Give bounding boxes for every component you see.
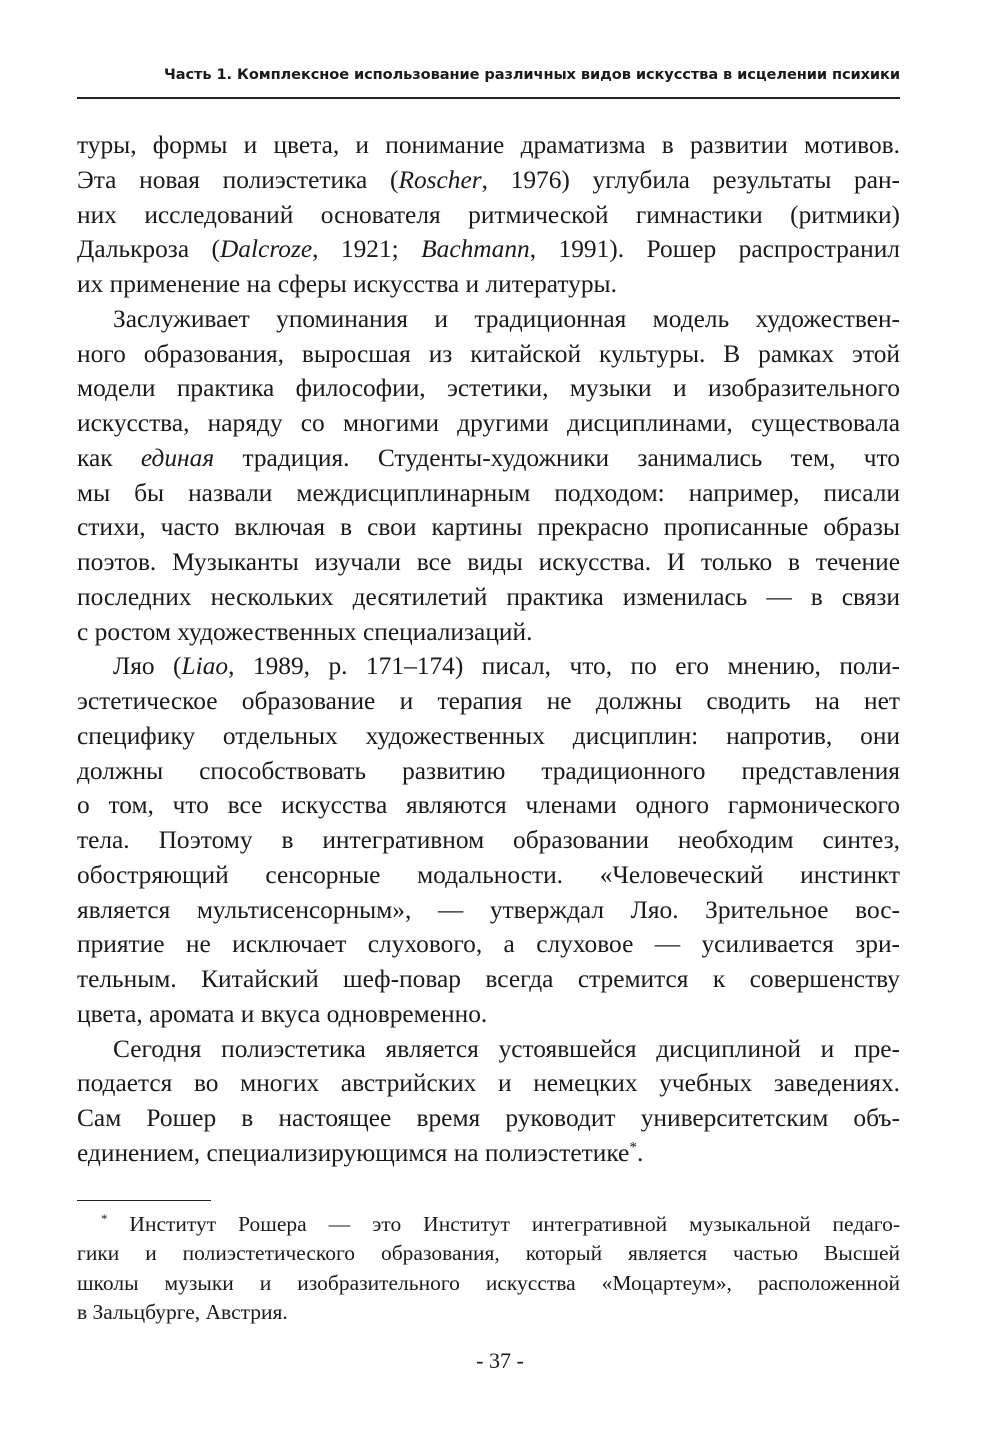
text-line: единением, специализирующимся на полиэстетике*. [77,1138,644,1167]
text-line: Далькроза (Dalcroze, 1921; Bachmann, 1991). Рошер распространил [77,235,900,264]
text-line: Сегодня полиэстетика является устоявшейся дисциплиной и пре- [113,1034,900,1063]
text-line: последних нескольких десятилетий практика изменилась — в связи [77,582,900,611]
text-line: туры, формы и цвета, и понимание драматизма в развитии мотивов. [77,131,900,159]
italic-citation: Dalcroze [219,235,313,264]
italic-citation: единая [140,443,215,472]
text-line: как единая традиция. Студенты-художники занимались тем, что [77,443,900,472]
text-line: ного образования, выросшая из китайской культуры. В рамках этой [77,339,900,368]
text-line: приятие не исключает слухового, а слуховое — усиливается зри- [77,930,900,959]
text-line: Заслуживает упоминания и традиционная модель художествен- [113,304,900,333]
text-line: с ростом художественных специализаций. [77,617,533,646]
italic-citation: Bachmann [421,235,530,264]
main-text [77,128,900,1171]
text-line: мы бы назвали междисциплинарным подходом: например, писали [77,478,900,507]
footnote-line: в Зальцбурге, Австрия. [77,1299,288,1324]
text-line: должны способствовать развитию традиционного представления [77,756,900,785]
text-line: обостряющий сенсорные модальности. «Человеческий инстинкт [77,860,900,889]
text-line: искусства, наряду со многими другими дисциплинами, существовала [77,409,900,437]
text-line: Эта новая полиэстетика (Roscher, 1976) углубила результаты ран- [77,165,901,194]
text-line: стихи, часто включая в свои картины прекрасно прописанные образы [77,513,900,542]
footnote-line: гики и полиэстетического образования, который является частью Высшей [77,1241,900,1266]
text-line: эстетическое образование и терапия не должны сводить на нет [77,687,900,715]
page-number: - 37 - [476,1348,524,1373]
header-rule [77,97,900,99]
running-header: Часть 1. Комплексное использование различных видов искусства в исцелении психики [164,66,900,83]
text-line: Сам Рошер в настоящее время руководит университетским объ- [77,1104,900,1132]
italic-citation: Liao [181,652,229,681]
text-line: них исследований основателя ритмической гимнастики (ритмики) [77,200,900,229]
text-line: тела. Поэтому в интегративном образовании необходим синтез, [77,826,900,854]
text-line: поэтов. Музыканты изучали все виды искусства. И только в течение [77,548,900,576]
italic-citation: Roscher [398,165,482,194]
footnote-marker: * [629,1138,637,1156]
text-line: о том, что все искусства являются членами одного гармонического [77,791,900,820]
text-line: цвета, аромата и вкуса одновременно. [77,999,488,1028]
text-line: модели практика философии, эстетики, музыки и изобразительного [77,374,900,403]
paragraph [77,649,900,1031]
footnote-marker: * [101,1211,108,1226]
text-line: Ляо (Liao, 1989, р. 171–174) писал, что, по его мнению, поли- [113,652,900,681]
footnote-line: * Институт Рошера — это Институт интегративной музыкальной педаго- [101,1211,900,1236]
footnote-rule [77,1200,211,1201]
paragraph [77,302,900,650]
text-line: их применение на сферы искусства и литературы. [77,270,617,298]
text-line: тельным. Китайский шеф-повар всегда стремится к совершенству [77,965,900,993]
text-line: подается во многих австрийских и немецких учебных заведениях. [77,1069,900,1098]
paragraph [77,1032,900,1171]
text-line: является мультисенсорным», — утверждал Ляо. Зрительное вос- [77,895,900,924]
footnote [77,1210,900,1327]
paragraph [77,128,900,302]
footnote-line: школы музыки и изобразительного искусства «Моцартеум», расположенной [77,1270,900,1295]
text-line: специфику отдельных художественных дисциплин: напротив, они [77,721,900,750]
